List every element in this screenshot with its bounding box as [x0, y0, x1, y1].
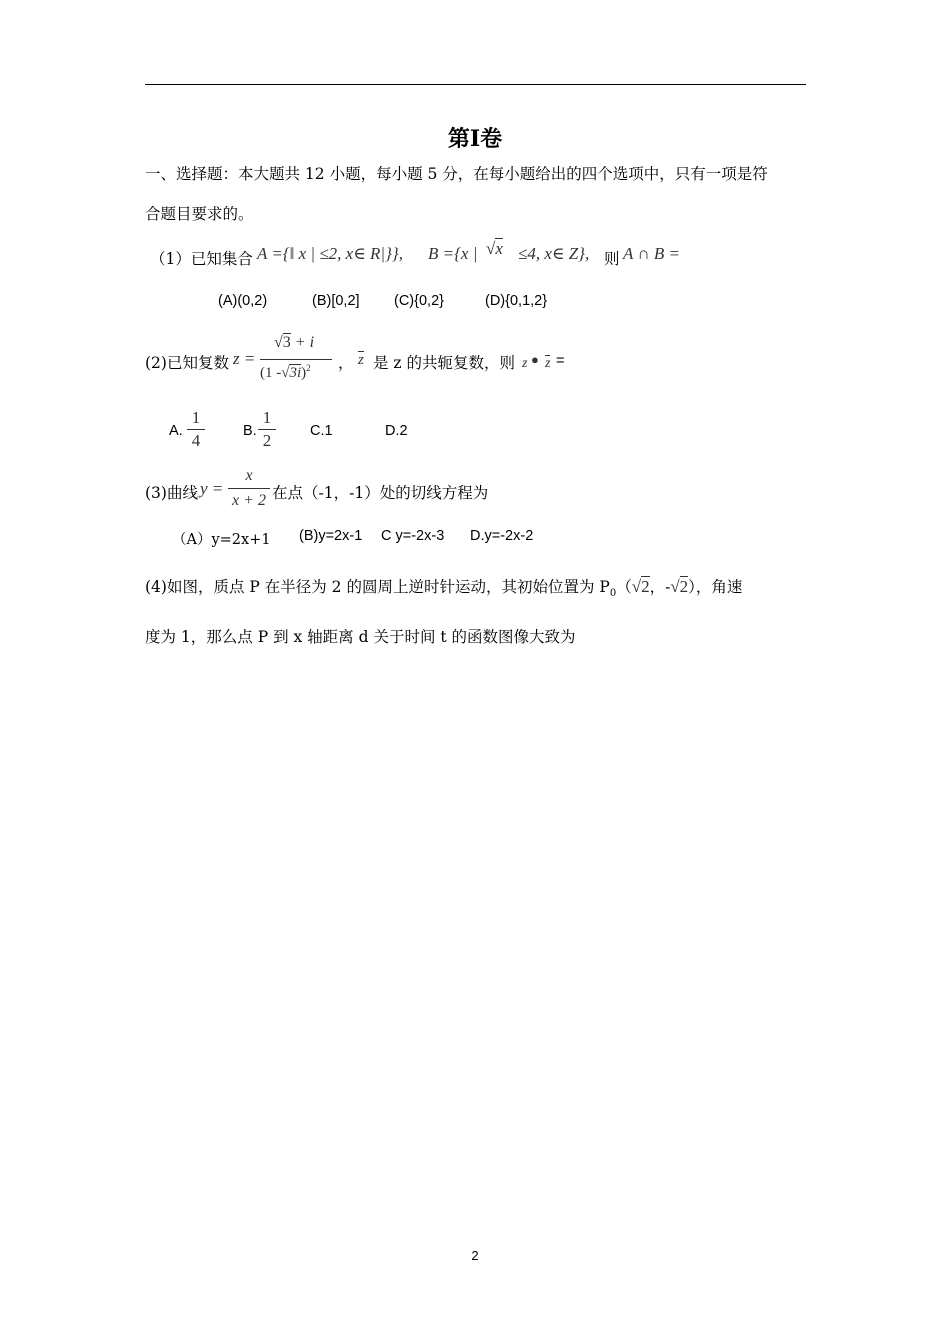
- q4-separator: ，-: [649, 578, 671, 596]
- q2-numerator: √3 + i: [274, 334, 315, 351]
- q2-option-b-denominator: 2: [262, 431, 272, 450]
- q1-option-b: (B)[0,2]: [312, 293, 360, 309]
- q3-option-d: D.y=-2x-2: [470, 528, 534, 544]
- q2-option-a-label: A.: [169, 423, 183, 439]
- q2-fraction-bar: [260, 359, 332, 360]
- q2-option-b-label: B.: [243, 423, 257, 439]
- q4-paren-open: （: [616, 578, 632, 596]
- q1-expression: A ∩ B =: [623, 244, 680, 263]
- q2-equals: =: [556, 353, 565, 369]
- q2-numerator-rest: + i: [294, 334, 315, 351]
- q3-text: 在点（-1，-1）处的切线方程为: [272, 484, 489, 502]
- q3-fraction: [228, 466, 270, 511]
- q4-radicand-2: 2: [679, 577, 689, 596]
- q1-option-a: (A)(0,2): [218, 293, 268, 309]
- q2-zbar: [358, 352, 364, 369]
- q2-option-b-bar: [258, 429, 276, 430]
- q4-line2: 度为 1，那么点 P 到 x 轴距离 d 关于时间 t 的函数图像大致为: [145, 628, 576, 646]
- q2-denominator-pre: (1 -: [260, 365, 282, 381]
- q2-product-dot: ●: [531, 352, 539, 367]
- q4-subscript: 0: [609, 588, 617, 600]
- q2-numerator-radicand: 3: [282, 334, 291, 351]
- q4-radicand-1: 2: [641, 577, 650, 596]
- q2-denominator-post: ): [301, 365, 307, 381]
- q3-option-b: (B)y=2x-1: [299, 528, 363, 544]
- q1-set-b-radicand: x: [495, 239, 503, 258]
- q1-option-d: (D){0,1,2}: [485, 293, 548, 309]
- q2-z-equals: z =: [233, 349, 256, 368]
- q2-product-zbar: [545, 356, 550, 372]
- q2-product-zbar-letter: z: [545, 356, 551, 371]
- q1-then: 则: [604, 250, 620, 268]
- q2-option-a-fraction: [187, 408, 205, 451]
- q2-comma: ，: [338, 354, 354, 372]
- q2-text: 是 z 的共轭复数，则: [373, 354, 516, 372]
- q3-prefix: (3)曲线: [145, 484, 198, 502]
- q4-line1-pre: (4)如图，质点 P 在半径为 2 的圆周上逆时针运动，其初始位置为 P: [145, 578, 610, 596]
- q2-prefix: (2)已知复数: [145, 354, 229, 372]
- q3-y-equals: y =: [200, 479, 224, 498]
- page-title: 第Ⅰ卷: [447, 126, 503, 152]
- q2-denominator: (1 -√3i)$^2$: [260, 363, 311, 381]
- q1-set-b-sqrt: √x: [486, 239, 503, 258]
- q1-prefix: （1）已知集合: [150, 250, 253, 268]
- q2-product-z: z: [522, 356, 528, 371]
- q4-line1-post: ），角速: [688, 578, 743, 596]
- q2-option-b-fraction: [258, 408, 276, 451]
- q2-denominator-exponent: 2: [306, 363, 311, 373]
- q3-denominator: x + 2: [232, 492, 266, 509]
- q1-set-a: A ={‖ x | ≤2, x∈ R|}},: [257, 244, 403, 263]
- header-rule: [145, 84, 806, 85]
- q2-option-b-numerator: 1: [262, 408, 272, 427]
- q2-option-a-denominator: 4: [191, 431, 201, 450]
- q1-set-b-start: B ={x |: [428, 244, 478, 263]
- section-intro-line1: 一、选择题：本大题共 12 小题，每小题 5 分，在每小题给出的四个选项中，只有一项是符: [145, 165, 768, 183]
- q2-option-c: C.1: [310, 423, 333, 439]
- q1-option-c: (C){0,2}: [394, 293, 444, 309]
- page-number: 2: [471, 1248, 479, 1263]
- q1-set-b-end: ≤4, x∈ Z},: [518, 244, 590, 263]
- q2-fraction: [258, 334, 338, 386]
- q3-fraction-bar: [228, 488, 270, 489]
- q2-zbar-letter: z: [358, 352, 364, 368]
- q3-numerator: x: [245, 467, 253, 484]
- q2-option-a-bar: [187, 429, 205, 430]
- q4-line1: (4)如图，质点 P 在半径为 2 的圆周上逆时针运动，其初始位置为 $P_0(√2$，-√2），角速: [145, 577, 743, 600]
- q2-denominator-radicand: 3i: [289, 365, 302, 381]
- q2-option-a-numerator: 1: [191, 408, 201, 427]
- q3-option-a: （A）y=2x+1: [172, 532, 271, 548]
- section-intro-line2: 合题目要求的。: [145, 205, 254, 223]
- q3-option-c: C y=-2x-3: [381, 528, 445, 544]
- q2-option-d: D.2: [385, 423, 408, 439]
